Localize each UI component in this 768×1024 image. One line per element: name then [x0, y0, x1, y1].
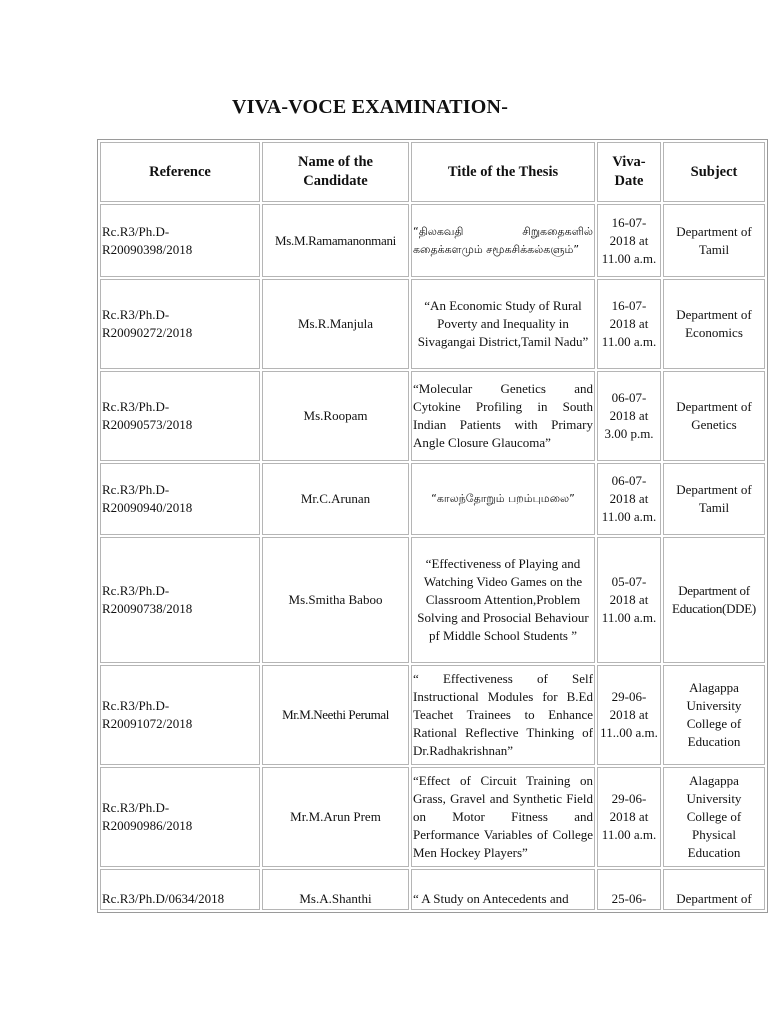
cell-viva-date: 05-07-2018 at 11.00 a.m.: [597, 537, 661, 663]
cell-viva-date: 25-06-: [597, 869, 661, 910]
cell-reference: Rc.R3/Ph.D-R20090272/2018: [100, 279, 260, 369]
cell-viva-date: 06-07-2018 at 3.00 p.m.: [597, 371, 661, 461]
table-row: [100, 279, 765, 369]
cell-viva-date: 16-07-2018 at 11.00 a.m.: [597, 279, 661, 369]
cell-viva-date: 29-06-2018 at 11..00 a.m.: [597, 665, 661, 765]
cell-thesis: “Molecular Genetics and Cytokine Profiling in South Indian Patients with Primary Angle Closure Glaucoma”: [411, 371, 595, 461]
page-bottom-margin: [0, 928, 768, 1024]
header-row: [100, 142, 765, 202]
viva-voce-table: [97, 139, 768, 913]
cell-candidate: Ms.M.Ramamanonmani: [262, 204, 409, 277]
cell-reference: Rc.R3/Ph.D-R20090738/2018: [100, 537, 260, 663]
cell-subject: Department of: [663, 869, 765, 910]
cell-candidate: Mr.M.Neethi Perumal: [262, 665, 409, 765]
cell-reference: Rc.R3/Ph.D-R20090398/2018: [100, 204, 260, 277]
cell-candidate: Ms.Smitha Baboo: [262, 537, 409, 663]
cell-subject: Department of Tamil: [663, 463, 765, 535]
cell-thesis: “திலகவதி சிறுகதைகளில் கதைக்களமும் சமூகசிக்கல்களும்”: [411, 204, 595, 277]
cell-candidate: Ms.Roopam: [262, 371, 409, 461]
cell-thesis: “Effect of Circuit Training on Grass, Gravel and Synthetic Field on Motor Fitness and Performance Variables of College Men Hockey Players”: [411, 767, 595, 867]
table-row: [100, 869, 765, 910]
cell-subject: Department of Economics: [663, 279, 765, 369]
header-subject: Subject: [663, 142, 765, 202]
cell-subject: Department of Genetics: [663, 371, 765, 461]
table-row: [100, 371, 765, 461]
table-row: [100, 537, 765, 663]
cell-thesis: “An Economic Study of Rural Poverty and Inequality in Sivagangai District,Tamil Nadu”: [411, 279, 595, 369]
cell-reference: Rc.R3/Ph.D/0634/2018: [100, 869, 260, 910]
cell-reference: Rc.R3/Ph.D-R20090986/2018: [100, 767, 260, 867]
table-row: [100, 463, 765, 535]
header-date: Viva-Date: [597, 142, 661, 202]
cell-reference: Rc.R3/Ph.D-R20090940/2018: [100, 463, 260, 535]
cell-thesis: “Effectiveness of Playing and Watching Video Games on the Classroom Attention,Problem Solving and Prosocial Behaviour pf Middle School Students ”: [411, 537, 595, 663]
cell-candidate: Ms.R.Manjula: [262, 279, 409, 369]
header-thesis: Title of the Thesis: [411, 142, 595, 202]
cell-thesis: “ Effectiveness of Self Instructional Modules for B.Ed Teachet Trainees to Enhance Rational Reflective Thinking of Dr.Radhakrishnan”: [411, 665, 595, 765]
table-row: [100, 665, 765, 765]
cell-viva-date: 16-07-2018 at 11.00 a.m.: [597, 204, 661, 277]
cell-candidate: Mr.C.Arunan: [262, 463, 409, 535]
cell-subject: Alagappa University College of Physical Education: [663, 767, 765, 867]
cell-reference: Rc.R3/Ph.D-R20090573/2018: [100, 371, 260, 461]
table-row: [100, 767, 765, 867]
cell-candidate: Ms.A.Shanthi: [262, 869, 409, 910]
cell-subject: Alagappa University College of Education: [663, 665, 765, 765]
header-candidate: Name of the Candidate: [262, 142, 409, 202]
table-row: [100, 204, 765, 277]
cell-candidate: Mr.M.Arun Prem: [262, 767, 409, 867]
cell-viva-date: 29-06-2018 at 11.00 a.m.: [597, 767, 661, 867]
cell-reference: Rc.R3/Ph.D-R20091072/2018: [100, 665, 260, 765]
cell-thesis: “காலந்தோறும் பறம்புமலை”: [411, 463, 595, 535]
cell-viva-date: 06-07-2018 at 11.00 a.m.: [597, 463, 661, 535]
page-title: VIVA-VOCE EXAMINATION-: [232, 96, 509, 118]
header-reference: Reference: [100, 142, 260, 202]
cell-subject: Department of Tamil: [663, 204, 765, 277]
cell-subject: Department of Education(DDE): [663, 537, 765, 663]
cell-thesis: “ A Study on Antecedents and: [411, 869, 595, 910]
